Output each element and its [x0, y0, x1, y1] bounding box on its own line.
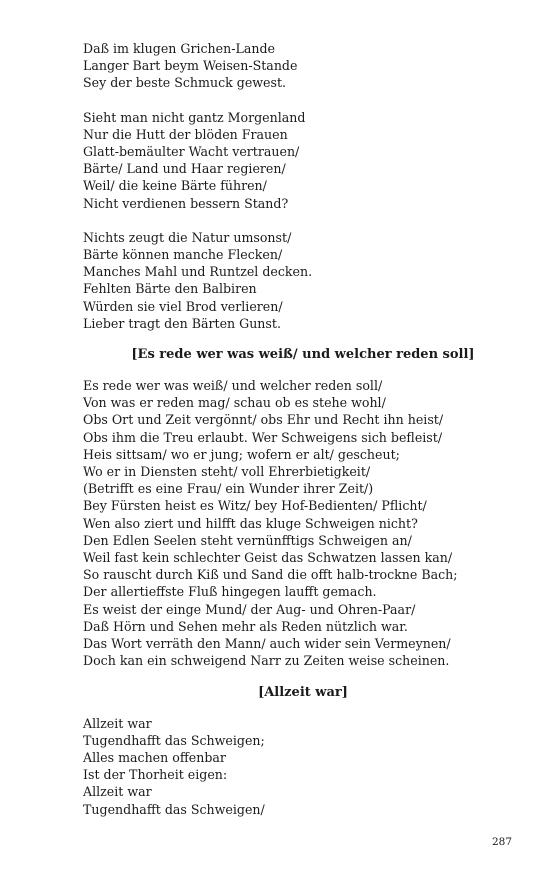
- verse-line: Obs ihm die Treu erlaubt. Wer Schweigens sich befleist/: [83, 429, 443, 445]
- verse-line: Daß im klugen Grichen-Lande: [83, 41, 275, 56]
- verse-line: Es rede wer was weiß/ und welcher reden soll/: [83, 378, 383, 394]
- verse-line: Tugendhafft das Schweigen/: [83, 801, 265, 817]
- page-number: 287: [491, 836, 512, 848]
- verse-line: Daß Hörn und Sehen mehr als Reden nützlich war.: [83, 618, 408, 634]
- verse-line: Alles machen offenbar: [83, 749, 226, 765]
- verse-line: Der allertieffste Fluß hingegen laufft gemach.: [83, 584, 377, 600]
- verse-line: Nicht verdienen bessern Stand?: [83, 195, 289, 211]
- stanza: [83, 40, 523, 92]
- verse-line: Weil/ die keine Bärte führen/: [83, 178, 267, 194]
- verse-line: (Betrifft es eine Frau/ ein Wunder ihrer Zeit/): [83, 481, 374, 497]
- verse-line: Sieht man nicht gantz Morgenland: [83, 109, 306, 125]
- stanza: [83, 229, 523, 332]
- poem-allzeit-war: [83, 715, 523, 818]
- verse-line: Von was er reden mag/ schau ob es stehe wohl/: [83, 395, 386, 411]
- verse-line: Langer Bart beym Weisen-Stande: [83, 58, 298, 74]
- verse-line: Das Wort verräth den Mann/ auch wider sein Vermeynen/: [83, 636, 451, 652]
- poem-heading-es-rede: [Es rede wer was weiß/ und welcher reden soll]: [131, 347, 475, 363]
- verse-line: Bärte/ Land und Haar regieren/: [83, 161, 286, 177]
- verse-line: Ist der Thorheit eigen:: [83, 767, 228, 783]
- verse-line: Den Edlen Seelen steht vernünfftigs Schweigen an/: [83, 532, 412, 548]
- verse-line: Sey der beste Schmuck gewest.: [83, 75, 287, 91]
- verse-line: Es weist der einge Mund/ der Aug- und Ohren-Paar/: [83, 601, 416, 617]
- verse-line: Würden sie viel Brod verlieren/: [83, 298, 283, 314]
- verse-line: Allzeit war: [83, 715, 152, 731]
- verse-line: Obs Ort und Zeit vergönnt/ obs Ehr und Recht ihn heist/: [83, 412, 444, 428]
- verse-line: Lieber tragt den Bärten Gunst.: [83, 315, 281, 331]
- verse-line: Tugendhafft das Schweigen;: [83, 732, 265, 748]
- verse-line: Weil fast kein schlechter Geist das Schwatzen lassen kan/: [83, 550, 453, 566]
- verse-line: Glatt-bemäulter Wacht vertrauen/: [83, 144, 300, 160]
- poem-beards: [83, 40, 523, 332]
- verse-line: Nur die Hutt der blöden Frauen: [83, 126, 288, 142]
- verse-line: Nichts zeugt die Natur umsonst/: [83, 229, 292, 245]
- verse-line: Fehlten Bärte den Balbiren: [83, 281, 257, 297]
- verse-line: Heis sittsam/ wo er jung; wofern er alt/ gescheut;: [83, 446, 400, 462]
- verse-line: Doch kan ein schweigend Narr zu Zeiten weise scheinen.: [83, 653, 450, 669]
- verse-line: Bärte können manche Flecken/: [83, 247, 283, 263]
- poem-heading-allzeit-war: [Allzeit war]: [258, 684, 348, 700]
- verse-line: Wo er in Diensten steht/ voll Ehrerbietigkeit/: [83, 464, 371, 480]
- verse-line: So rauscht durch Kiß und Sand die offt halb-trockne Bach;: [83, 567, 458, 583]
- verse-line: Allzeit war: [83, 784, 152, 800]
- verse-line: Manches Mahl und Runtzel decken.: [83, 264, 313, 280]
- stanza: [83, 109, 523, 212]
- verse-line: Wen also ziert und hilfft das kluge Schweigen nicht?: [83, 515, 418, 531]
- page-content: [83, 40, 523, 818]
- poem-es-rede: [83, 377, 523, 669]
- verse-line: Bey Fürsten heist es Witz/ bey Hof-Bedienten/ Pflicht/: [83, 498, 427, 514]
